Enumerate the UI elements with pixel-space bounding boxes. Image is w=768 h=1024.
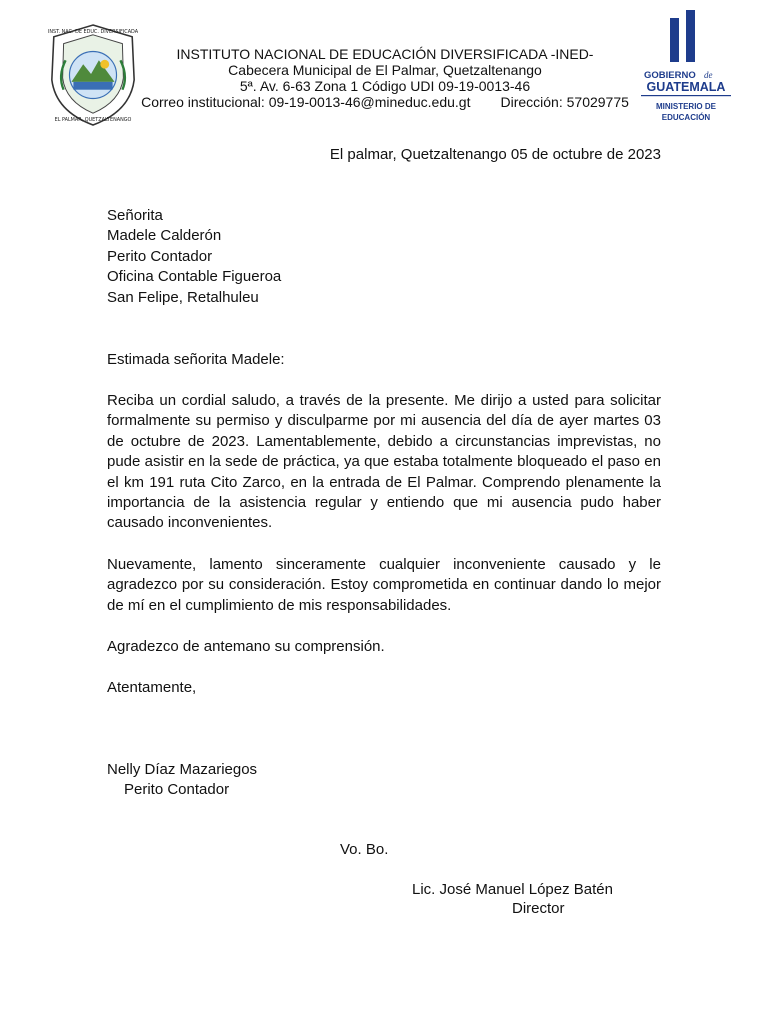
letterhead: [140, 46, 630, 110]
svg-text:INST. NAC. DE EDUC. DIVERSIFIC: INST. NAC. DE EDUC. DIVERSIFICADA: [47, 28, 139, 35]
contact-line: [140, 94, 630, 110]
body-paragraph-2: Nuevamente, lamento sinceramente cualquier inconveniente causado y le agradezco por su consideración. Estoy comprometida en continuar dando lo mejor de mí en el cumplimiento de mis responsabilidades.: [107, 556, 661, 614]
institution-email: Correo institucional: 09-19-0013-46@mineduc.edu.gt: [141, 94, 471, 110]
director-role: Director: [512, 900, 565, 917]
svg-text:EL PALMAR, QUETZALTENANGO: EL PALMAR, QUETZALTENANGO: [54, 117, 132, 124]
institution-name: INSTITUTO NACIONAL DE EDUCACIÓN DIVERSIFICADA -INED-: [176, 46, 594, 62]
gov-logo-line1-suffix: de: [704, 70, 713, 80]
gov-logo-line1: GOBIERNO: [644, 70, 696, 81]
institution-phone: Dirección: 57029775: [500, 94, 629, 110]
approval-label: Vo. Bo.: [340, 841, 389, 858]
institution-location: Cabecera Municipal de El Palmar, Quetzaltenango: [228, 62, 542, 78]
letter-date: El palmar, Quetzaltenango 05 de octubre de 2023: [329, 146, 661, 163]
recipient-title: Señorita: [107, 207, 163, 224]
director-block: [412, 880, 613, 918]
recipient-office: Oficina Contable Figueroa: [107, 268, 282, 286]
gov-logo-line2: GUATEMALA: [646, 80, 726, 94]
recipient-role: Perito Contador: [107, 247, 213, 265]
body-paragraph-1: Reciba un cordial saludo, a través de la presente. Me dirijo a usted para solicitar formalmente su permiso y disculparme por mi ausencia del día de ayer martes 03 de octubre de 2023. Lamentablemente, debido a circunstancias imprevistas, no pude asistir en la sede de práctica, ya que estaba totalmente bloqueado el paso en el km 191 ruta Cito Zarco, en la entrada de El Palmar. Comprendo plenamente la importancia de la asistencia regular y entiendo que mi ausencia pudo haber causado inconvenientes.: [107, 392, 661, 532]
gobierno-guatemala-logo: [636, 8, 736, 128]
gov-logo-line3: MINISTERIO DE: [655, 102, 717, 111]
signer-role: Perito Contador: [124, 781, 230, 799]
institution-address: 5ª. Av. 6-63 Zona 1 Código UDI 09-19-0013-46: [239, 78, 531, 94]
signer-name: Nelly Díaz Mazariegos: [107, 761, 258, 778]
salutation: Estimada señorita Madele:: [107, 351, 285, 368]
body-paragraph-3: Agradezco de antemano su comprensión.: [107, 638, 385, 655]
recipient-block: [107, 206, 281, 308]
closing: Atentamente,: [107, 679, 197, 696]
director-name: Lic. José Manuel López Batén: [412, 881, 613, 898]
recipient-name: Madele Calderón: [107, 227, 222, 245]
gov-logo-line4: EDUCACIÓN: [661, 113, 711, 122]
recipient-city: San Felipe, Retalhuleu: [107, 288, 259, 306]
institution-seal-logo: [44, 20, 142, 130]
signature-block: [107, 760, 257, 801]
